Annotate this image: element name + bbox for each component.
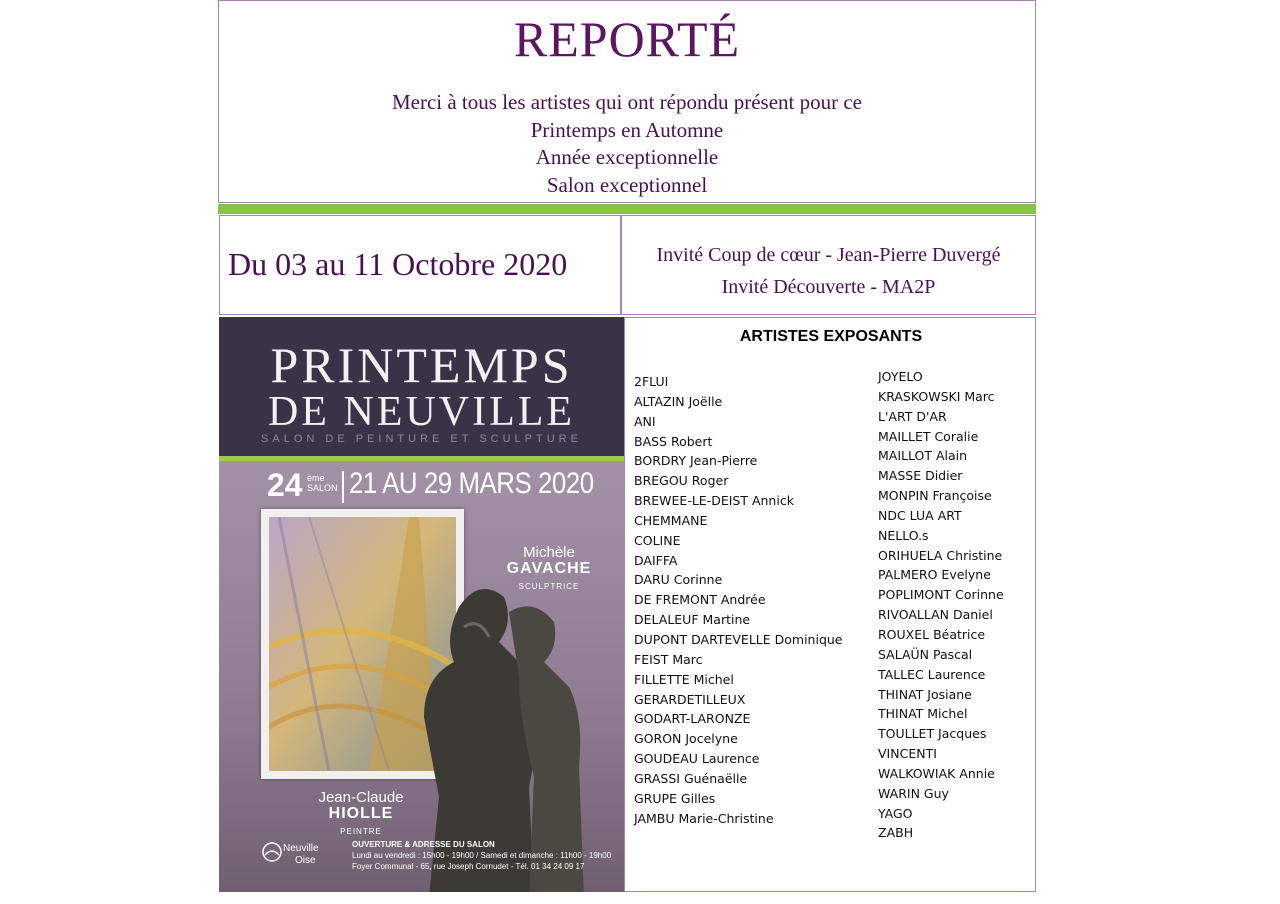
logo-text: Oise — [295, 855, 316, 866]
guest-line: Invité Coup de cœur - Jean-Pierre Duvergé — [656, 244, 1001, 266]
artist-name: DAIFFA — [634, 552, 678, 568]
logo-text: Neuville — [283, 843, 319, 854]
artist-name: SALAÜN Pascal — [878, 646, 973, 662]
artist-name: ALTAZIN Joëlle — [634, 393, 723, 409]
info-hours: Lundi au vendredi : 15h00 - 19h00 / Samedi et dimanche : 11h00 - 19h00 — [352, 851, 612, 860]
poster-title: DE NEUVILLE — [267, 389, 576, 435]
artist-name: MASSE Didier — [878, 468, 963, 484]
event-poster — [219, 317, 624, 892]
artist-name: BREWEE-LE-DEIST Annick — [634, 493, 794, 509]
artist-name: DE FREMONT Andrée — [634, 592, 766, 608]
artist-name: DUPONT DARTEVELLE Dominique — [634, 631, 843, 647]
artist-name: TOULLET Jacques — [878, 726, 987, 742]
artists-column-1 — [634, 372, 843, 828]
info-title: OUVERTURE & ADRESSE DU SALON — [352, 840, 495, 849]
artist-name: MAILLOT Alain — [878, 448, 968, 464]
artist-last-name: HIOLLE — [328, 805, 394, 822]
artist-name: BASS Robert — [634, 433, 713, 449]
neuville-logo — [261, 837, 321, 877]
artist-name: JOYELO — [878, 369, 923, 384]
artist-name: RIVOALLAN Daniel — [878, 607, 993, 623]
artist-name: POPLIMONT Corinne — [878, 587, 1004, 603]
date-box — [219, 215, 621, 315]
message-line: Salon exceptionnel — [546, 172, 708, 197]
artist-name: WALKOWIAK Annie — [878, 765, 995, 781]
artist-name: ANI — [634, 413, 656, 429]
message-block — [219, 89, 1035, 199]
salon-suffix-text: ème — [307, 473, 325, 483]
artist-name: THINAT Josiane — [878, 686, 972, 702]
announcement-box — [218, 0, 1036, 203]
artist-name: NDC LUA ART — [878, 507, 962, 523]
artist-first-name: Michèle — [523, 544, 575, 561]
artist-name: GORON Jocelyne — [634, 731, 738, 747]
artist-name: ZABH — [878, 825, 914, 841]
artist-name: ORIHUELA Christine — [878, 547, 1003, 563]
artist-name: FEIST Marc — [634, 651, 703, 667]
artist-name: COLINE — [634, 532, 681, 548]
artist-last-name: GAVACHE — [506, 560, 592, 577]
guest-line: Invité Découverte - MA2P — [721, 276, 936, 298]
artist-name: GODART-LARONZE — [634, 711, 751, 727]
artist-name: DELALEUF Martine — [634, 612, 751, 628]
artist-name: BORDRY Jean-Pierre — [634, 453, 758, 469]
artist-name: TALLEC Laurence — [878, 666, 986, 682]
artists-box — [624, 317, 1036, 892]
salon-word: SALON — [307, 483, 338, 493]
event-dates: Du 03 au 11 Octobre 2020 — [228, 246, 568, 282]
headline: REPORTÉ — [513, 11, 741, 67]
artist-name: GRUPE Gilles — [634, 790, 716, 806]
divider-bar — [218, 204, 1036, 214]
artist-role: SCULPTRICE — [518, 582, 580, 591]
poster-title: PRINTEMPS — [270, 337, 573, 393]
artist-name: THINAT Michel — [878, 706, 968, 722]
artist-name: JAMBU Marie-Christine — [634, 810, 774, 826]
artist-name: L'ART D'AR — [878, 408, 947, 424]
artist-name: GOUDEAU Laurence — [634, 751, 760, 767]
info-address: Foyer Communal - 65, rue Joseph Cornudet - Tél. 01 34 24 09 17 — [352, 862, 585, 871]
poster-subtitle: SALON DE PEINTURE ET SCULPTURE — [261, 433, 582, 445]
artist-name: ROUXEL Béatrice — [878, 626, 986, 642]
salon-separator — [342, 471, 344, 503]
poster-header — [219, 317, 624, 457]
artist-role: PEINTRE — [340, 827, 382, 836]
artist-name: MONPIN Françoise — [878, 488, 992, 504]
artist-name: VINCENTI — [878, 746, 937, 762]
artist-name: DARU Corinne — [634, 572, 723, 588]
message-line: Printemps en Automne — [530, 117, 724, 142]
artist-name: CHEMMANE — [634, 512, 708, 528]
artist-name: PALMERO Evelyne — [878, 567, 991, 583]
artist-name: WARIN Guy — [878, 785, 949, 801]
salon-number: 24 — [267, 467, 303, 503]
artist-name: 2FLUI — [634, 374, 669, 389]
artist-name: FILLETTE Michel — [634, 671, 734, 687]
artist-first-name: Jean-Claude — [318, 789, 404, 806]
salon-suffix — [307, 473, 338, 493]
artist-name: GRASSI Guénaëlle — [634, 770, 748, 786]
message-line: Merci à tous les artistes qui ont répondu présent pour ce — [391, 90, 863, 114]
poster-info — [352, 839, 622, 872]
artists-title: ARTISTES EXPOSANTS — [739, 328, 923, 345]
town-logo-icon — [261, 841, 283, 863]
artist-painter — [301, 790, 421, 840]
guests-box — [621, 215, 1036, 315]
artist-name: YAGO — [878, 805, 913, 821]
message-line: Année exceptionnelle — [535, 145, 719, 169]
artist-name: NELLO.s — [878, 527, 929, 543]
salon-dates: 21 AU 29 MARS 2020 — [349, 467, 594, 500]
artists-column-2 — [878, 367, 1004, 843]
artist-name: MAILLET Coralie — [878, 428, 979, 444]
artist-name: GERARDETILLEUX — [634, 691, 746, 707]
artist-name: KRASKOWSKI Marc — [878, 388, 995, 404]
artist-name: BREGOU Roger — [634, 473, 729, 489]
